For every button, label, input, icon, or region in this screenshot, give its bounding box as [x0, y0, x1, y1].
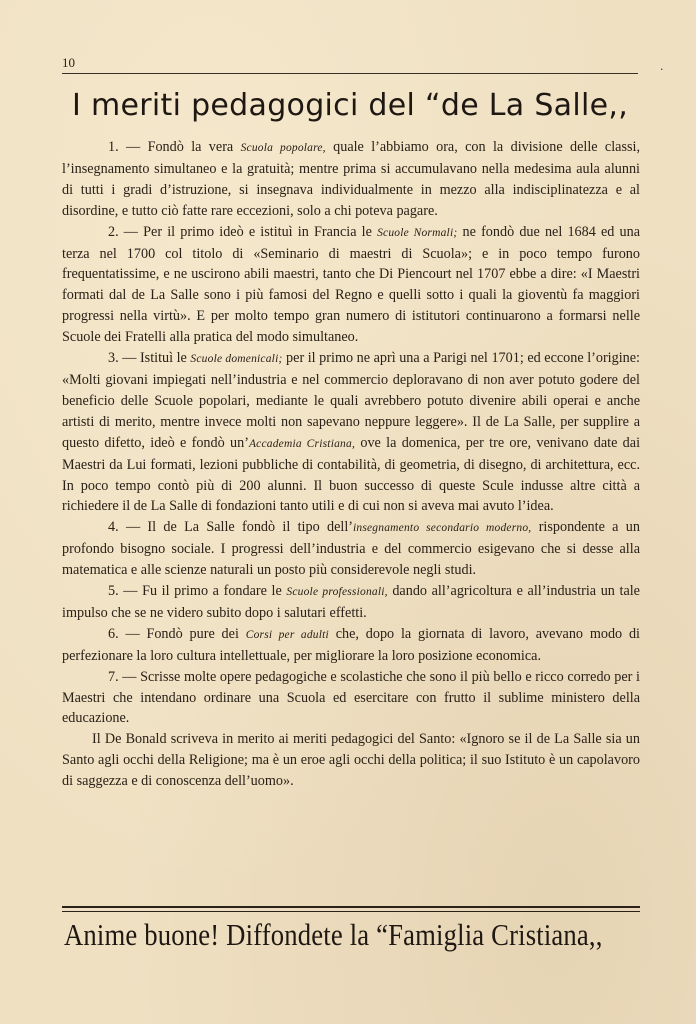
page-number: 10 [62, 55, 75, 70]
paragraph-1-emphasis: Scuola popolare, [240, 142, 326, 154]
paragraph-2-text: 2. — Per il primo ideò e istituì in Francia le [108, 223, 378, 240]
paragraph-6 [62, 624, 640, 667]
paragraph-1 [62, 137, 640, 222]
paragraph-3-text-end: ove la domenica, per tre ore, venivano date dai Maestri da Lui formati, lezioni pubbliche di contabilità, di geometria, di disegno, di architettura, ecc. In poco tempo contò più di 200 alunni. Il buon successo di queste Scule indusse altre città a richiedere il de La Salle di fondazioni tanto utili e di cui non si aveva mai avuto l’idea. [62, 434, 641, 515]
paragraph-1-text-cont: quale l’abbiamo ora, con la divisione delle classi, l’insegnamento simultaneo e la gratuità; mentre prima si accumulavano nella medesima aula alunni di tutti i gradi d’istruzione, si insegnava individualmente in mezzo alla indisciplinatezza e al disordine, e tutto ciò fatte rare eccezioni, solo a chi poteva pagare. [62, 139, 640, 219]
paragraph-5-text-cont: dando all’agricoltura e all’industria un tale impulso che se ne videro subito dopo i salutari effetti. [62, 583, 640, 621]
article-title: I meriti pedagogici del “de La Salle,, [72, 88, 629, 123]
footer-rule-thick [62, 906, 640, 908]
paragraph-3-emphasis: Scuole domenicali; [190, 353, 283, 366]
page-corner-mark: · [660, 63, 664, 76]
paragraph-6-emphasis: Corsi per adulti [245, 628, 329, 641]
paragraph-7-text: 7. — Scrisse molte opere pedagogiche e scolastiche che sono il più bello e ricco corredo per i Maestri che intendano ordinare una Scuola ed esercitare con frutto il sublime ministero della educazione. [62, 668, 640, 727]
paragraph-7 [62, 667, 640, 730]
paragraph-3-text: 3. — Istituì le [108, 350, 191, 367]
paragraph-5-text: 5. — Fu il primo a fondare le [108, 583, 287, 600]
paragraph-4-emphasis: insegnamento secondario moderno, [352, 522, 532, 535]
paragraph-4-text-cont: rispondente a un profondo bisogno sociale. I progressi dell’industria e del commercio esigevano che si desse alla matematica e alle scienze naturali un posto più considerevole negli studi. [62, 519, 640, 579]
paragraph-5-emphasis: Scuole professionali, [286, 586, 388, 599]
paragraph-8 [62, 729, 640, 792]
header-rule [62, 73, 638, 74]
paragraph-2-emphasis: Scuole Normali; [377, 226, 458, 239]
paragraph-3 [62, 348, 640, 517]
paragraph-3-text-cont: per il primo ne aprì una a Parigi nel 1701; ed eccone l’origine: «Molti giovani impiegati nell’industria e nel commercio deploravano di non aver potuto godere del beneficio delle Scuole popolari, mediante le quali avrebbero potuto divenire abili operai e anche artisti di merito, mentre invece molti non sapevano neppure leggere». Il de La Salle, per supplire a questo difetto, ideò e fondò un’ [62, 350, 640, 451]
paragraph-6-text: 6. — Fondò pure dei [108, 625, 246, 642]
article-body [62, 137, 640, 792]
paragraph-1-text: 1. — Fondò la vera [108, 139, 241, 155]
footer-slogan: Anime buone! Diffondete la “Famiglia Cristiana,, [64, 917, 603, 952]
paragraph-2 [62, 222, 640, 348]
paragraph-4-text: 4. — Il de La Salle fondò il tipo dell’ [108, 519, 353, 536]
paragraph-5 [62, 581, 640, 624]
paragraph-3-emphasis-2: Accademia Cristiana, [248, 437, 356, 450]
paragraph-2-text-cont: ne fondò due nel 1684 ed una terza nel 1700 col titolo di «Seminario di maestri di Scuola»; e in poco tempo furono frequentatissime, e ne uscirono abili maestri, tanto che Di Piencourt nel 1707 ebbe a dire: «I Maestri formati dal de La Salle sono i più famosi del Regno e quelli sotto i quali la gioventù fa maggiori progressi nella virtù». E per molto tempo gran numero di istitutori continuarono a formarsi nelle Scuole dei Fratelli alla pratica del modo simultaneo. [62, 223, 640, 346]
paragraph-4 [62, 517, 640, 581]
footer-rule-thin [62, 911, 640, 912]
paragraph-8-text: Il De Bonald scriveva in merito ai meriti pedagogici del Santo: «Ignoro se il de La Salle sia un Santo agli occhi della Religione; ma è un eroe agli occhi della politica; il suo Istituto è un capolavoro di saggezza e di conoscenza dell’uomo». [62, 731, 640, 790]
paragraph-6-text-cont: che, dopo la giornata di lavoro, avevano modo di perfezionare la loro cultura intellettuale, per migliorare la loro posizione economica. [62, 625, 641, 664]
